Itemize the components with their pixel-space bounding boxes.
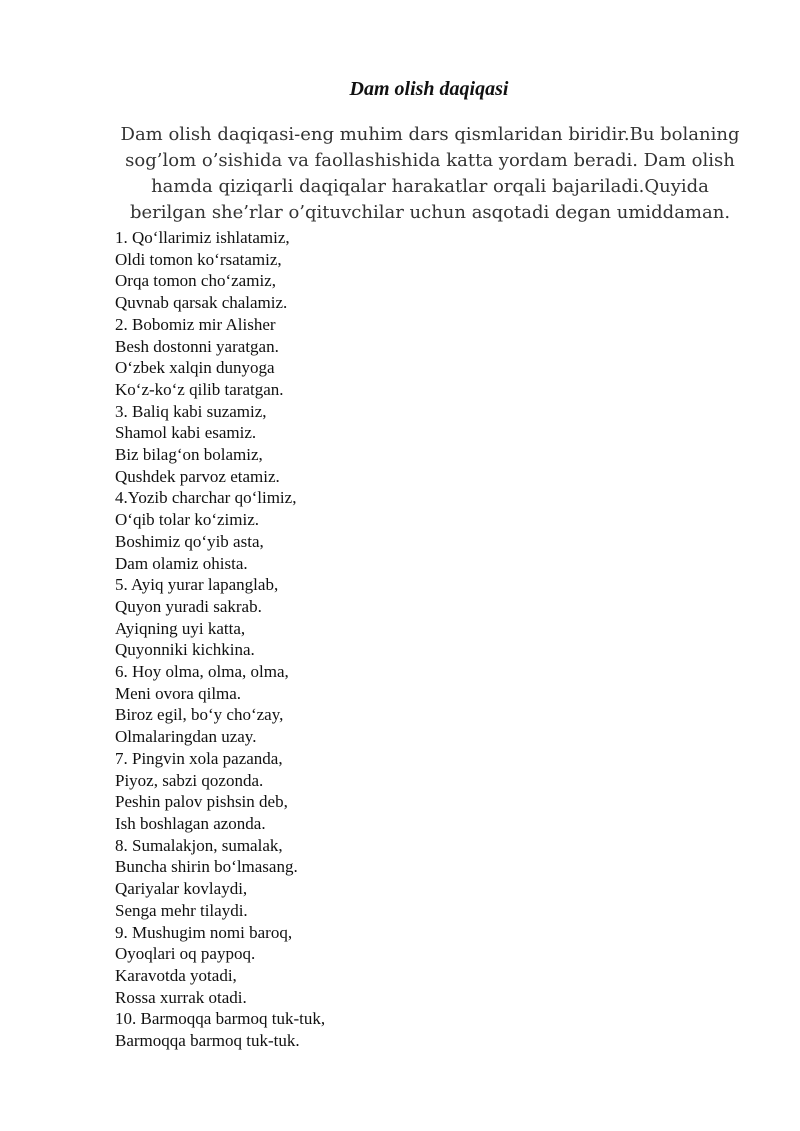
poem-line: 8. Sumalakjon, sumalak, (115, 835, 283, 855)
poem-line: Ko‘z-ko‘z qilib taratgan. (115, 379, 284, 399)
poem-line: Quyonniki kichkina. (115, 640, 255, 660)
poem-list (115, 227, 715, 1052)
poem-line: Ayiqning uyi katta, (115, 618, 246, 638)
poem-line: Besh dostonni yaratgan. (115, 336, 279, 356)
poem-line: Qushdek parvoz etamiz. (115, 466, 280, 486)
poem-line: O‘zbek xalqin dunyoga (115, 358, 275, 378)
poem-line: Ish boshlagan azonda. (115, 813, 266, 833)
poem-line: O‘qib tolar ko‘zimiz. (115, 510, 259, 530)
poem-line: Biz bilag‘on bolamiz, (115, 445, 263, 465)
intro-paragraph: Dam olish daqiqasi-eng muhim dars qismlaridan biridir.Bu bolaning sog’lom o’sishida va faollashishida katta yordam beradi. Dam olish hamda qiziqarli daqiqalar harakatlar orqali bajariladi.Quyida berilgan she’rlar o’qituvchilar uchun asqotadi degan umiddaman. (120, 124, 740, 223)
poem-line: Quyon yuradi sakrab. (115, 596, 262, 616)
poem-line: Quvnab qarsak chalamiz. (115, 293, 288, 313)
poem-line: Buncha shirin bo‘lmasang. (115, 857, 298, 877)
poem-line: Orqa tomon cho‘zamiz, (115, 271, 276, 291)
poem-line: Shamol kabi esamiz. (115, 423, 257, 443)
poem-line: 6. Hoy olma, olma, olma, (115, 662, 289, 682)
poem-line: Qariyalar kovlaydi, (115, 879, 248, 899)
poem-line: 10. Barmoqqa barmoq tuk-tuk, (115, 1009, 326, 1029)
poem-line: 9. Mushugim nomi baroq, (115, 922, 293, 942)
poem-line: Olmalaringdan uzay. (115, 727, 257, 747)
poem-line: Piyoz, sabzi qozonda. (115, 770, 264, 790)
poem-line: 7. Pingvin xola pazanda, (115, 748, 283, 768)
poem-line: Boshimiz qo‘yib asta, (115, 531, 264, 551)
poem-line: 1. Qo‘llarimiz ishlatamiz, (115, 228, 290, 247)
poem-line: 3. Baliq kabi suzamiz, (115, 401, 267, 421)
poem-line: 4.Yozib charchar qo‘limiz, (115, 488, 297, 508)
poem-line: 5. Ayiq yurar lapanglab, (115, 575, 279, 595)
poem-line: Biroz egil, bo‘y cho‘zay, (115, 705, 284, 725)
poem-line: Senga mehr tilaydi. (115, 900, 248, 920)
poem-line: Meni ovora qilma. (115, 683, 242, 703)
poem-line: 2. Bobomiz mir Alisher (115, 314, 276, 334)
poem-line: Peshin palov pishsin deb, (115, 792, 288, 812)
poem-line: Oyoqlari oq paypoq. (115, 944, 256, 964)
poem-line: Karavotda yotadi, (115, 965, 237, 985)
document-title: Dam olish daqiqasi (349, 78, 509, 100)
poem-line: Dam olamiz ohista. (115, 553, 248, 573)
poem-line: Oldi tomon ko‘rsatamiz, (115, 249, 282, 269)
poem-line: Rossa xurrak otadi. (115, 987, 247, 1007)
poem-line: Barmoqqa barmoq tuk-tuk. (115, 1031, 300, 1051)
